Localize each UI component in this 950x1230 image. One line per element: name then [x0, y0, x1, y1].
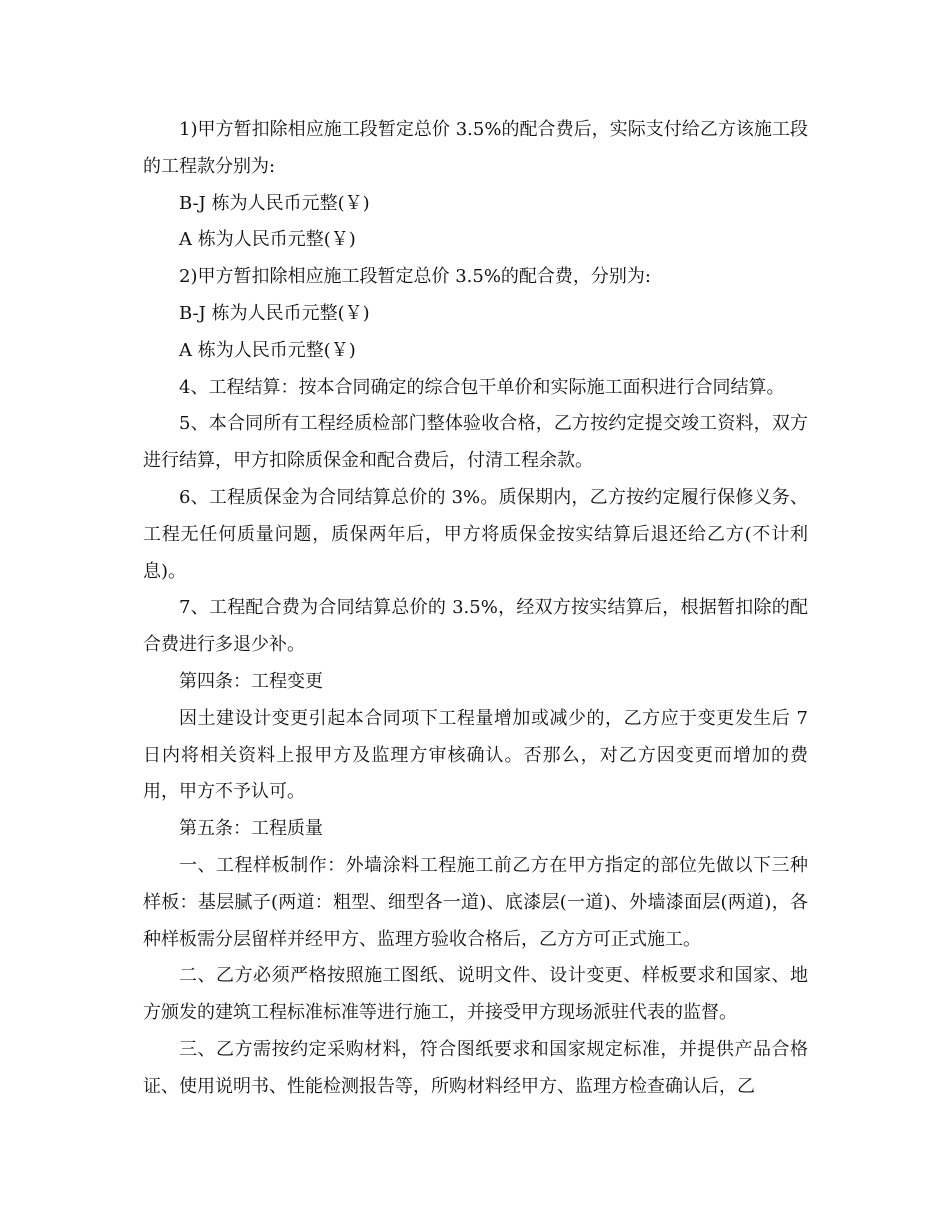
paragraph-payment-1: 1)甲方暂扣除相应施工段暂定总价 3.5%的配合费后，实际支付给乙方该施工段的工程款分别为:: [143, 119, 808, 177]
paragraph-acceptance: 5、本合同所有工程经质检部门整体验收合格，乙方按约定提交竣工资料，双方进行结算，甲方扣除质保金和配合费后，付清工程余款。: [143, 413, 808, 472]
heading-article-4: 第四条：工程变更: [179, 670, 323, 692]
heading-article-5: 第五条：工程质量: [179, 818, 323, 840]
paragraph-settlement: 4、工程结算：按本合同确定的综合包干单价和实际施工面积进行合同结算。: [179, 376, 785, 398]
paragraph-bj-building-1: B-J 栋为人民币元整(￥): [179, 192, 370, 214]
paragraph-materials: 三、乙方需按约定采购材料，符合图纸要求和国家规定标准，并提供产品合格证、使用说明书、性能检测报告等，所购材料经甲方、监理方检查确认后，乙: [143, 1038, 808, 1097]
paragraph-coordination-fee: 7、工程配合费为合同结算总价的 3.5%，经双方按实结算后，根据暂扣除的配合费进行多退少补。: [143, 597, 808, 656]
paragraph-warranty-deposit: 6、工程质保金为合同结算总价的 3%。质保期内，乙方按约定履行保修义务、工程无任何质量问题，质保两年后，甲方将质保金按实结算后退还给乙方(不计利息)。: [143, 486, 808, 582]
paragraph-payment-2: 2)甲方暂扣除相应施工段暂定总价 3.5%的配合费，分别为:: [179, 266, 651, 288]
paragraph-bj-building-2: B-J 栋为人民币元整(￥): [179, 302, 370, 324]
paragraph-sample: 一、工程样板制作：外墙涂料工程施工前乙方在甲方指定的部位先做以下三种样板：基层腻子(两道：粗型、细型各一道)、底漆层(一道)、外墙漆面层(两道)，各种样板需分层留样并经甲方、监理方验收合格后，乙方方可正式施工。: [143, 854, 808, 950]
document-body: [143, 112, 808, 1106]
paragraph-a-building-1: A 栋为人民币元整(￥): [179, 229, 356, 251]
paragraph-standards: 二、乙方必须严格按照施工图纸、说明文件、设计变更、样板要求和国家、地方颁发的建筑工程标准标准等进行施工，并接受甲方现场派驻代表的监督。: [143, 965, 808, 1024]
paragraph-change: 因土建设计变更引起本合同项下工程量增加或减少的，乙方应于变更发生后 7 日内将相关资料上报甲方及监理方审核确认。否那么，对乙方因变更而增加的费用，甲方不予认可。: [143, 707, 808, 803]
paragraph-a-building-2: A 栋为人民币元整(￥): [179, 339, 356, 361]
